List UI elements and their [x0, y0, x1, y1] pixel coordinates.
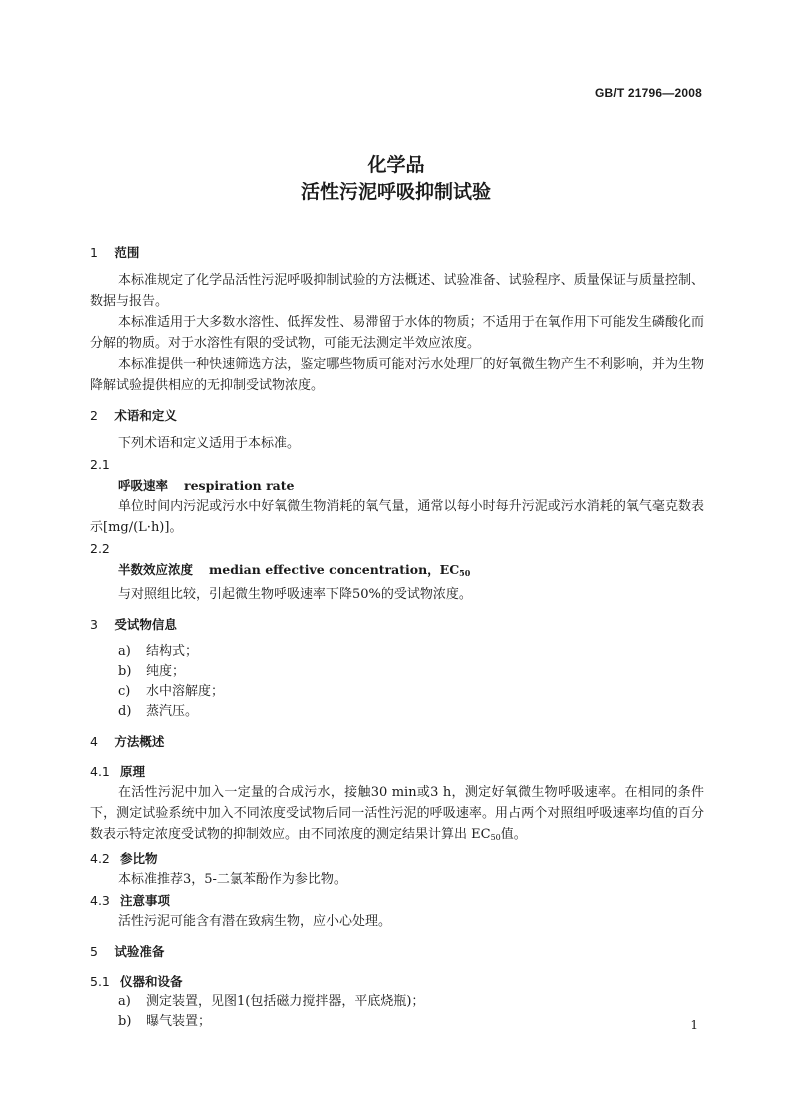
paragraph: 本标准提供一种快速筛选方法，鉴定哪些物质可能对污水处理厂的好氧微生物产生不利影响，并为生物降解试验提供相应的无抑制受试物浓度。 — [90, 357, 704, 393]
subscript: 50 — [490, 833, 501, 842]
section-number: 2 — [90, 408, 98, 423]
list-label: a) — [118, 644, 131, 659]
section-number: 3 — [90, 617, 98, 632]
list-item — [90, 682, 704, 702]
subsection-title: 参比物 — [120, 851, 158, 866]
list-text: 曝气装置； — [146, 1014, 212, 1029]
term-en: median effective concentration，$EC_{50}$ — [209, 562, 471, 578]
section-title: 试验准备 — [114, 944, 165, 959]
list-item — [90, 992, 704, 1012]
paragraph: 活性污泥可能含有潜在致病生物，应小心处理。 — [118, 914, 392, 929]
section-number: 5 — [90, 944, 98, 959]
section-title: 术语和定义 — [114, 408, 177, 423]
list-label: d) — [118, 704, 132, 719]
list-item — [90, 662, 704, 682]
subsection-number: 4.3 — [90, 893, 110, 908]
document-title-line1: 化学品 — [367, 154, 425, 176]
subsection-heading — [90, 848, 704, 869]
subscript: 50 — [459, 568, 471, 578]
list-text: 水中溶解度； — [146, 684, 225, 699]
subsection-title: 原理 — [120, 764, 146, 779]
paragraph: 本标准规定了化学品活性污泥呼吸抑制试验的方法概述、试验准备、试验程序、质量保证与质量控制、数据与报告。 — [90, 273, 704, 309]
list-item — [90, 642, 704, 662]
list-item — [90, 1012, 704, 1032]
section-1-heading — [90, 242, 704, 264]
subsection-heading — [90, 890, 704, 911]
list-label: a) — [118, 994, 131, 1009]
subsection-heading — [90, 761, 704, 782]
list-text: 测定装置，见图1(包括磁力搅拌器，平底烧瓶)； — [146, 994, 425, 1009]
standard-code: GB/T 21796—2008 — [594, 86, 702, 100]
subsection-title: 注意事项 — [120, 893, 171, 908]
subsection-heading — [90, 971, 704, 992]
section-number: 4 — [90, 734, 98, 749]
clause-number: 2.2 — [90, 541, 110, 556]
list-text: 结构式； — [146, 644, 199, 659]
paragraph: 本标准适用于大多数水溶性、低挥发性、易滞留于水体的物质；不适用于在氧作用下可能发生磷酸化而分解的物质。对于水溶性有限的受试物，可能无法测定半效应浓度。 — [90, 315, 704, 351]
subsection-number: 4.1 — [90, 764, 110, 779]
paragraph: 在活性污泥中加入一定量的合成污水，接触30 min或3 h，测定好氧微生物呼吸速率。在相同的条件下，测定试验系统中加入不同浓度受试物后同一活性污泥的呼吸速率。用占两个对照组呼吸速率均值的百分数表示特定浓度受试物的抑制效应。由不同浓度的测定结果计算出 $EC_{50}$值。 — [90, 785, 704, 842]
section-2-heading — [90, 405, 704, 427]
paragraph: 下列术语和定义适用于本标准。 — [118, 436, 301, 451]
section-title: 方法概述 — [114, 734, 165, 749]
list-label: c) — [118, 684, 131, 699]
list-label: b) — [118, 664, 132, 679]
section-number: 1 — [90, 245, 98, 260]
subsection-title: 仪器和设备 — [120, 974, 183, 989]
subsection-number: 5.1 — [90, 974, 110, 989]
list-item — [90, 702, 704, 722]
section-3-heading — [90, 614, 704, 636]
term-entry — [90, 559, 704, 584]
term-zh: 呼吸速率 — [118, 478, 169, 493]
term-zh: 半数效应浓度 — [118, 562, 194, 577]
clause-number: 2.1 — [90, 457, 110, 472]
page-number: 1 — [690, 1018, 698, 1032]
section-title: 受试物信息 — [114, 617, 177, 632]
list-text: 纯度； — [146, 664, 186, 679]
document-body — [90, 242, 704, 1032]
document-title-line2: 活性污泥呼吸抑制试验 — [300, 181, 491, 203]
term-entry — [90, 475, 704, 496]
section-5-heading — [90, 941, 704, 963]
subsection-number: 4.2 — [90, 851, 110, 866]
term-definition: 与对照组比较，引起微生物呼吸速率下降50%的受试物浓度。 — [118, 587, 472, 602]
list-label: b) — [118, 1014, 132, 1029]
section-title: 范围 — [114, 245, 140, 260]
list-text: 蒸汽压。 — [146, 704, 199, 719]
term-en: respiration rate — [184, 478, 295, 493]
term-definition: 单位时间内污泥或污水中好氧微生物消耗的氧气量，通常以每小时每升污泥或污水消耗的氧气毫克数表示[mg/(L·h)]。 — [90, 499, 704, 535]
section-4-heading — [90, 731, 704, 753]
paragraph: 本标准推荐3，5-二氯苯酚作为参比物。 — [118, 872, 347, 887]
